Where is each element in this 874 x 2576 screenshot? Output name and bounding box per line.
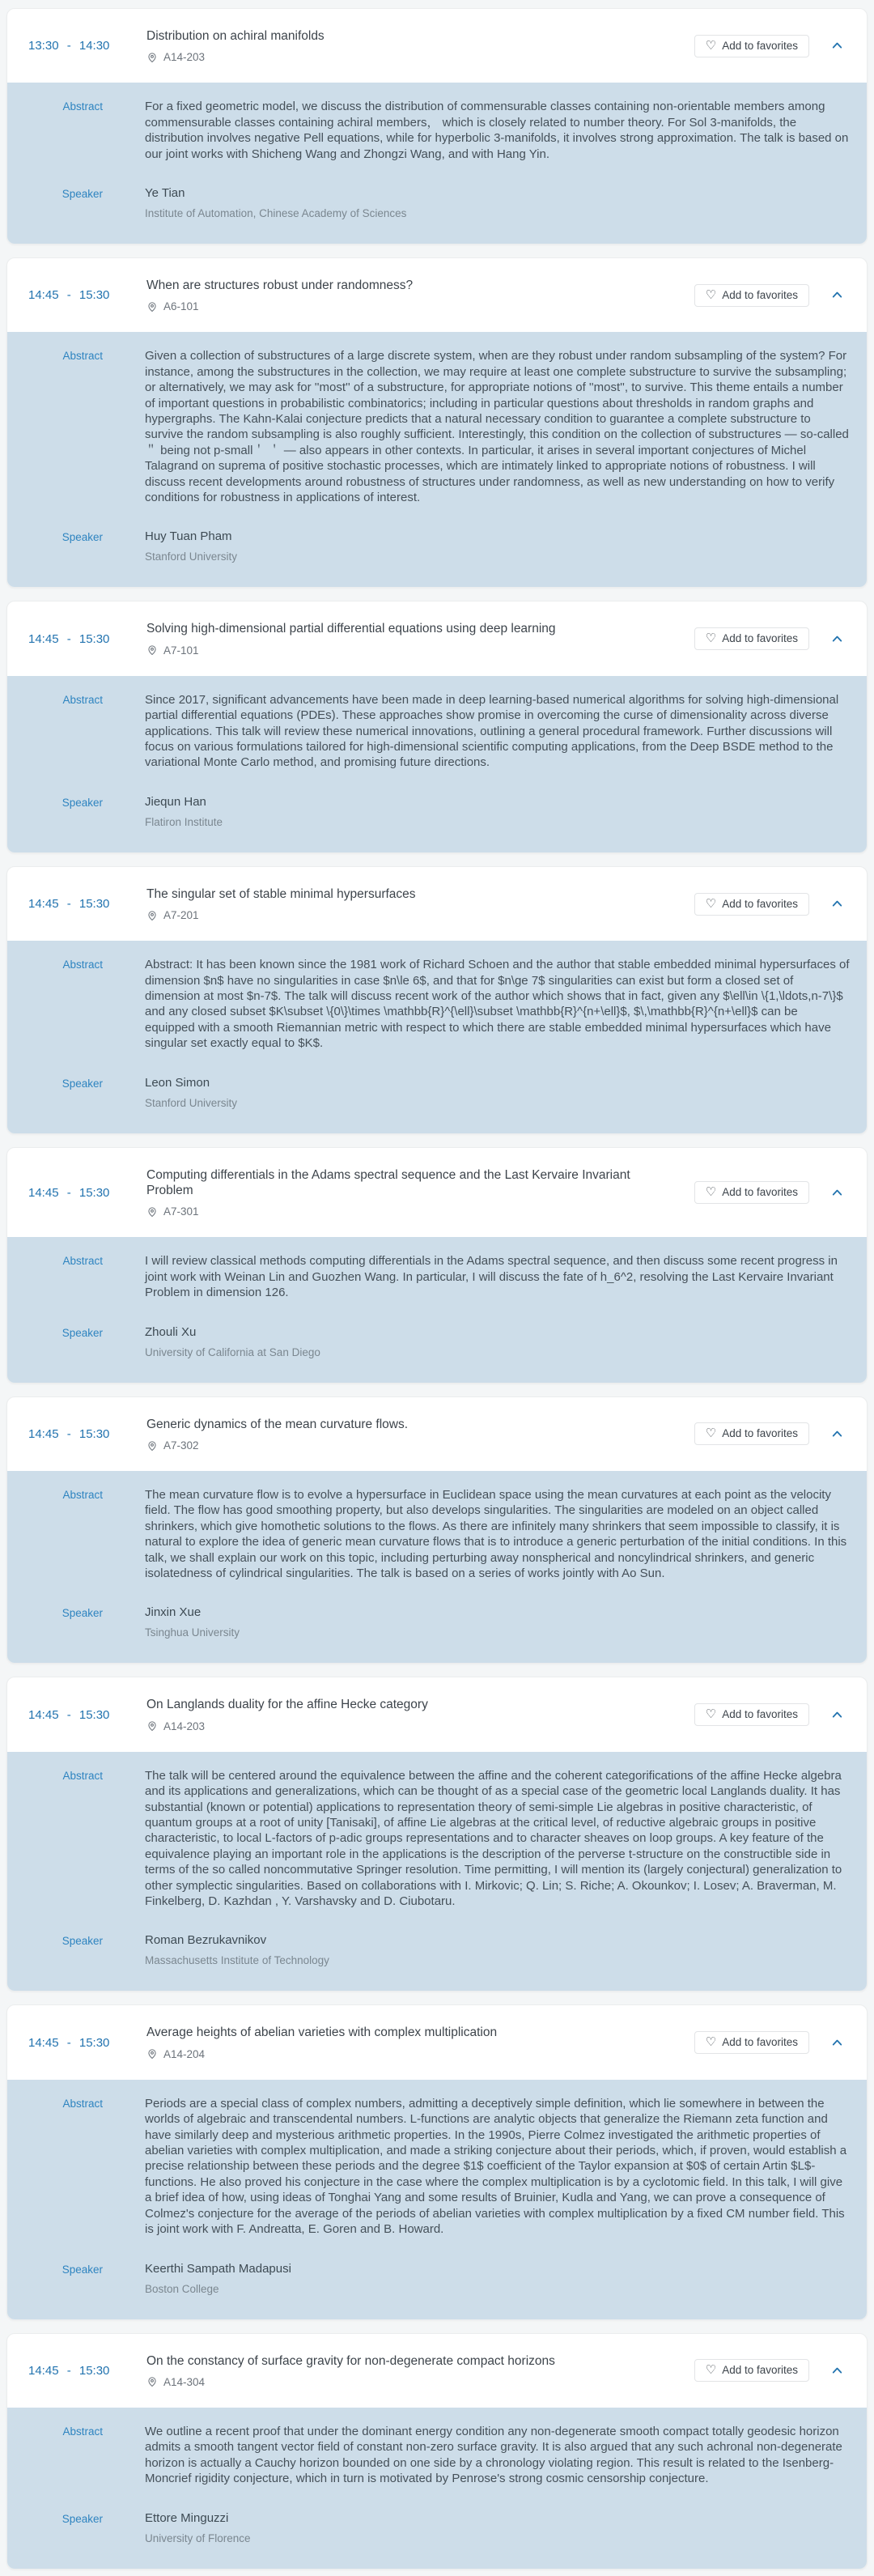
speaker-affiliation: Boston College — [145, 2282, 219, 2295]
session-time: 14:45 - 15:30 — [28, 631, 110, 646]
abstract-row — [7, 2424, 867, 2487]
abstract-row — [7, 348, 867, 505]
session-header — [7, 867, 867, 941]
add-to-favorites-label: Add to favorites — [722, 897, 798, 910]
session-time: 13:30 - 14:30 — [28, 39, 110, 53]
session-details — [7, 1471, 867, 1663]
collapse-button[interactable] — [830, 288, 844, 302]
speaker-info — [145, 1605, 851, 1639]
heart-icon: ♡ — [705, 1185, 717, 1200]
add-to-favorites-label: Add to favorites — [722, 2036, 798, 2049]
session-actions — [694, 284, 844, 307]
speaker-label: Speaker — [62, 1077, 103, 1090]
session-card — [6, 2004, 868, 2319]
heart-icon: ♡ — [705, 2035, 717, 2050]
session-header — [7, 2334, 867, 2408]
abstract-text: Periods are a special class of complex numbers, admitting a deceptively simple definition, which lie somewhere in between the worlds of algebraic and transcendental numbers. L-functions are analytic objects that generalize the Riemann zeta function and have similarly deep and mysterious arithmetic properties. In the 1990s, Pierre Colmez investigated the arithmetic properties of abelian varieties with complex multiplication, and made a striking conjecture about their periods, which, if proven, would establish a precise relationship between these periods and the degree $1$ coefficient of the Taylor expansion at $0$ of certain Artin $L$-functions. He also proved his conjecture in the case where the complex multiplication is by a cyclotomic field. In this talk, I will give a brief idea of how, using ideas of Tonghai Yang and some results of Bruinier, Kudla and Yang, we can prove a consequence of Colmez's conjecture for the average of the periods of abelian varieties with complex multiplication by a fixed CM number field. This is joint work with F. Andreatta, E. Goren and B. Howard. — [145, 2096, 847, 2237]
session-actions — [694, 2359, 844, 2382]
session-location — [146, 2048, 675, 2060]
session-header — [7, 601, 867, 675]
abstract-row — [7, 2096, 867, 2238]
session-time: 14:45 - 15:30 — [28, 2035, 110, 2050]
session-card — [6, 257, 868, 588]
abstract-text: The mean curvature flow is to evolve a hypersurface in Euclidean space using the mean curvatures at each point as the velocity field. The flow has good smoothing property, but also develops singularities. The singularities are modeled on an object called shrinkers, which give homothetic solutions to the flows. As there are infinitely many shrinkers that seem impossible to classify, it is natural to explore the idea of generic mean curvature flows that is to introduce a generic perturbation of the initial conditions. In this talk, we shall explain our work on this topic, including perturbing away nonspherical and noncylindrical shrinkers, and generic isolatedness of cylindrical singularities. The talk is based on a series of works jointly with Ao Sun. — [145, 1488, 847, 1581]
session-time: 14:45 - 15:30 — [28, 288, 110, 303]
session-card — [6, 866, 868, 1134]
collapse-button[interactable] — [830, 1186, 844, 1200]
collapse-button[interactable] — [830, 1427, 844, 1441]
session-details — [7, 1752, 867, 1992]
speaker-affiliation: Stanford University — [145, 550, 238, 563]
session-location — [146, 1720, 675, 1732]
speaker-row — [7, 1605, 867, 1639]
session-title-block — [146, 1417, 694, 1452]
abstract-text: I will review classical methods computing differentials in the Adams spectral sequence, and then discuss some recent progress in joint work with Weinan Lin and Guozhen Wang. In particular, I will discuss the fate of h_6^2, resolving the Last Kervaire Invariant Problem in dimension 126. — [145, 1254, 838, 1300]
session-title-block — [146, 1697, 694, 1732]
add-to-favorites-button[interactable] — [694, 1703, 809, 1726]
speaker-row — [7, 2262, 867, 2295]
location-pin-icon — [146, 2048, 158, 2060]
session-card — [6, 601, 868, 852]
location-pin-icon — [146, 1720, 158, 1732]
abstract-label: Abstract — [62, 959, 103, 971]
session-title: Computing differentials in the Adams spectral sequence and the Last Kervaire Invariant Problem — [146, 1167, 630, 1198]
abstract-label: Abstract — [62, 350, 103, 363]
session-room: A14-304 — [163, 2375, 206, 2388]
speaker-info — [145, 1076, 851, 1109]
session-time: 14:45 - 15:30 — [28, 1185, 110, 1200]
abstract-text: We outline a recent proof that under the dominant energy condition any non-degenerate smooth compact totally geodesic horizon admits a smooth tangent vector field of constant non-zero surface gravity. It is also argued that any such achronal non-degenerate horizon is actually a Cauchy horizon bounded on one side by a chronology violating region. This result is related to the Isenberg-Moncrief rigidity conjecture, which in turn is motivated by Penrose's strong cosmic censorship conjecture. — [145, 2424, 842, 2486]
session-header — [7, 2005, 867, 2079]
speaker-name: Zhouli Xu — [145, 1324, 197, 1339]
speaker-info — [145, 2511, 851, 2544]
speaker-row — [7, 2511, 867, 2544]
abstract-text: Since 2017, significant advancements have been made in deep learning-based numerical algorithms for solving high-dimensional partial differential equations (PDEs). These approaches show promise in overcoming the curse of dimensionality across diverse applications. This talk will review these numerical innovations, outlining a general procedural framework. Further discussions will focus on various formulations tailored for high-dimensional scientific computing applications, from the Deep BSDE method to the variational Monte Carlo method, and promising future directions. — [145, 692, 839, 770]
session-room: A14-203 — [163, 51, 206, 64]
speaker-info — [145, 1325, 851, 1358]
session-room: A7-302 — [163, 1439, 199, 1452]
location-pin-icon — [146, 644, 158, 656]
abstract-label: Abstract — [62, 1489, 103, 1501]
session-header — [7, 258, 867, 332]
location-pin-icon — [146, 52, 158, 63]
add-to-favorites-label: Add to favorites — [722, 632, 798, 645]
session-card — [6, 1677, 868, 1992]
abstract-row — [7, 957, 867, 1051]
speaker-affiliation: Massachusetts Institute of Technology — [145, 1954, 329, 1967]
session-title: On Langlands duality for the affine Hecke category — [146, 1698, 428, 1712]
session-title: When are structures robust under randomness? — [146, 278, 414, 292]
speaker-affiliation: Tsinghua University — [145, 1626, 240, 1639]
location-pin-icon — [146, 1440, 158, 1452]
speaker-name: Ettore Minguzzi — [145, 2510, 229, 2525]
add-to-favorites-label: Add to favorites — [722, 2364, 798, 2377]
speaker-affiliation: Flatiron Institute — [145, 815, 223, 828]
session-card — [6, 1147, 868, 1384]
session-title-block — [146, 886, 694, 921]
speaker-affiliation: Stanford University — [145, 1096, 238, 1109]
session-header — [7, 9, 867, 83]
session-title: On the constancy of surface gravity for non-degenerate compact horizons — [146, 2353, 555, 2368]
speaker-label: Speaker — [62, 796, 103, 809]
collapse-button[interactable] — [830, 1708, 844, 1722]
session-details — [7, 83, 867, 244]
collapse-button[interactable] — [830, 632, 844, 646]
speaker-name: Keerthi Sampath Madapusi — [145, 2261, 291, 2276]
location-pin-icon — [146, 2376, 158, 2387]
heart-icon: ♡ — [705, 287, 717, 302]
session-header — [7, 1148, 867, 1238]
speaker-label: Speaker — [62, 2512, 103, 2525]
session-details — [7, 332, 867, 587]
speaker-info — [145, 1933, 851, 1966]
session-card — [6, 1396, 868, 1664]
session-time: 14:45 - 15:30 — [28, 1426, 110, 1441]
speaker-label: Speaker — [62, 1326, 103, 1339]
chevron-up-icon — [830, 39, 844, 53]
chevron-up-icon — [830, 632, 844, 646]
session-title: Solving high-dimensional partial differential equations using deep learning — [146, 622, 556, 636]
add-to-favorites-label: Add to favorites — [722, 1427, 798, 1440]
heart-icon: ♡ — [705, 896, 717, 911]
session-title: The singular set of stable minimal hypersurfaces — [146, 886, 416, 901]
chevron-up-icon — [830, 288, 844, 302]
speaker-info — [145, 529, 851, 563]
session-card — [6, 2333, 868, 2570]
speaker-row — [7, 1325, 867, 1358]
speaker-name: Roman Bezrukavnikov — [145, 1933, 267, 1948]
abstract-text: Given a collection of substructures of a large discrete system, when are they robust under random subsampling of the system? For instance, among the substructures in the collection, we may require at least one complete substructure to survive the subsampling; or alternatively, we may ask for ''most'' of a substructure, for appropriate notions of ''most'', to survive. This theme entails a number of important questions in probabilistic combinatorics; including in particular questions about thresholds in random graphs and hypergraphs. The Kahn-Kalai conjecture predicts that a natural necessary condition to guarantee a complete substructure to survive the random subsampling is also roughly sufficient. Interestingly, this condition on the collection of substructures — so-called ＂ being not p-small＇ ＇ — also appears in other contexts. In particular, it arises in several important conjectures of Michel Talagrand on suprema of positive stochastic processes, which are intimately linked to appropriate notions of robustness. I will discuss recent developments around robustness of structures under randomness, as well as new understanding on how to verify conditions for robustness in applications of interest. — [145, 349, 849, 505]
session-title: Distribution on achiral manifolds — [146, 29, 325, 43]
session-actions — [694, 893, 844, 916]
session-time: 14:45 - 15:30 — [28, 1707, 110, 1722]
add-to-favorites-label: Add to favorites — [722, 1708, 798, 1721]
abstract-label: Abstract — [62, 1255, 103, 1268]
speaker-row — [7, 186, 867, 219]
collapse-button[interactable] — [830, 2036, 844, 2050]
speaker-label: Speaker — [62, 188, 103, 200]
session-room: A7-201 — [163, 909, 199, 922]
session-actions — [694, 1181, 844, 1204]
add-to-favorites-button[interactable] — [694, 35, 809, 57]
session-location — [146, 1439, 675, 1452]
session-header — [7, 1397, 867, 1471]
add-to-favorites-button[interactable] — [694, 2359, 809, 2382]
add-to-favorites-button[interactable] — [694, 1422, 809, 1445]
add-to-favorites-button[interactable] — [694, 284, 809, 307]
session-location — [146, 51, 675, 63]
chevron-up-icon — [830, 1708, 844, 1722]
speaker-label: Speaker — [62, 1935, 103, 1948]
add-to-favorites-button[interactable] — [694, 1181, 809, 1204]
session-card — [6, 8, 868, 244]
speaker-row — [7, 529, 867, 563]
session-location — [146, 644, 675, 657]
add-to-favorites-label: Add to favorites — [722, 288, 798, 301]
chevron-up-icon — [830, 1427, 844, 1441]
abstract-label: Abstract — [62, 100, 103, 113]
session-title-block — [146, 2353, 694, 2388]
abstract-label: Abstract — [62, 2097, 103, 2110]
session-details — [7, 1237, 867, 1382]
chevron-up-icon — [830, 2364, 844, 2378]
speaker-info — [145, 2262, 851, 2295]
session-header — [7, 1677, 867, 1751]
abstract-row — [7, 99, 867, 162]
abstract-label: Abstract — [62, 2425, 103, 2438]
speaker-info — [145, 186, 851, 219]
session-details — [7, 2080, 867, 2319]
abstract-text: The talk will be centered around the equivalence between the affine and the coherent categorifications of the affine Hecke algebra and its applications and generalizations, which can be thought of as a special case of the geometric local Langlands duality. It has substantial (known or potential) applications to representation theory of semi-simple Lie algebras in positive characteristic, of quantum groups at a root of unity [Tanisaki], of affine Lie algebras at the critical level, of reductive algebraic groups in positive characteristic, to local L-factors of p-adic groups representations and to character sheaves on loop groups. A key feature of the equivalence playing an important role in the applications is the description of the perverse t-structure on the constructible side in terms of the so called noncommutative Springer resolution. Time permitting, I will mention its (largely conjectural) generalization to other symplectic singularities. Based on collaborations with I. Mirkovic; Q. Lin; S. Riche; A. Okounkov; I. Losev; A. Braverman, M. Finkelberg, D. Kazhdan , Y. Varshavsky and D. Ciubotaru. — [145, 1768, 842, 1909]
heart-icon: ♡ — [705, 1707, 717, 1722]
speaker-name: Ye Tian — [145, 186, 185, 200]
abstract-row — [7, 692, 867, 771]
session-title-block — [146, 28, 694, 63]
abstract-label: Abstract — [62, 693, 103, 706]
abstract-row — [7, 1253, 867, 1300]
session-location — [146, 300, 675, 312]
speaker-label: Speaker — [62, 1607, 103, 1620]
speaker-affiliation: Institute of Automation, Chinese Academy of Sciences — [145, 207, 407, 219]
speaker-row — [7, 1933, 867, 1966]
session-room: A7-301 — [163, 1205, 199, 1218]
location-pin-icon — [146, 301, 158, 312]
heart-icon: ♡ — [705, 38, 717, 53]
abstract-text: Abstract: It has been known since the 1981 work of Richard Schoen and the author that stable embedded minimal hypersurfaces of dimension $n$ have no singularities in case $n\le 6$, and that for $n\ge 7$ singularities can exist but form a closed set of dimension at most $n-7$. The talk will discuss recent work of the author which shows that in fact, given any $\ell\in \{1,\ldots,n-7\}$ and any closed subset $K\subset \{0\}\times \mathbb{R}^{\ell}\subset \mathbb{R}^{n+\ell}$, $\,\mathbb{R}^{n+\ell}$ can be equipped with a smooth Riemannian metric with respect to which there are stable embedded minimal hypersurfaces which have singular set exactly equal to $K$. — [145, 958, 850, 1051]
session-actions — [694, 627, 844, 650]
chevron-up-icon — [830, 2036, 844, 2050]
location-pin-icon — [146, 1206, 158, 1218]
session-actions — [694, 35, 844, 57]
session-location — [146, 1205, 675, 1218]
heart-icon: ♡ — [705, 1426, 717, 1441]
abstract-row — [7, 1487, 867, 1581]
speaker-name: Huy Tuan Pham — [145, 529, 232, 544]
session-room: A7-101 — [163, 644, 199, 657]
chevron-up-icon — [830, 1186, 844, 1200]
add-to-favorites-button[interactable] — [694, 893, 809, 916]
collapse-button[interactable] — [830, 39, 844, 53]
speaker-name: Leon Simon — [145, 1075, 210, 1090]
heart-icon: ♡ — [705, 631, 717, 646]
location-pin-icon — [146, 910, 158, 921]
add-to-favorites-button[interactable] — [694, 627, 809, 650]
speaker-label: Speaker — [62, 2263, 103, 2276]
session-title-block — [146, 278, 694, 312]
session-title-block — [146, 2025, 694, 2060]
speaker-row — [7, 1076, 867, 1109]
session-title: Generic dynamics of the mean curvature flows. — [146, 1417, 409, 1431]
session-actions — [694, 1703, 844, 1726]
session-title-block — [146, 621, 694, 656]
session-actions — [694, 2031, 844, 2054]
abstract-label: Abstract — [62, 1769, 103, 1782]
speaker-name: Jiequn Han — [145, 794, 206, 809]
speaker-label: Speaker — [62, 531, 103, 544]
collapse-button[interactable] — [830, 897, 844, 911]
add-to-favorites-button[interactable] — [694, 2031, 809, 2054]
session-room: A14-204 — [163, 2047, 206, 2060]
speaker-row — [7, 795, 867, 828]
session-details — [7, 941, 867, 1133]
abstract-text: For a fixed geometric model, we discuss the distribution of commensurable classes containing non-orientable members among commensurable classes containing achiral members， which is closely related to number theory. For Sol 3-manifolds, the distribution involves negative Pell equations, while for hyperbolic 3-manifolds, it involves strong approximation. The talk is based on our joint works with Shicheng Wang and Zhongzi Wang, and with Hang Yin. — [145, 100, 849, 161]
session-location — [146, 909, 675, 921]
speaker-info — [145, 795, 851, 828]
speaker-name: Jinxin Xue — [145, 1605, 202, 1620]
session-title: Average heights of abelian varieties with complex multiplication — [146, 2026, 498, 2040]
add-to-favorites-label: Add to favorites — [722, 39, 798, 52]
chevron-up-icon — [830, 897, 844, 911]
speaker-affiliation: University of California at San Diego — [145, 1345, 320, 1358]
add-to-favorites-label: Add to favorites — [722, 1186, 798, 1199]
session-time: 14:45 - 15:30 — [28, 897, 110, 912]
speaker-affiliation: University of Florence — [145, 2531, 251, 2544]
session-details — [7, 676, 867, 852]
session-time: 14:45 - 15:30 — [28, 2363, 110, 2378]
collapse-button[interactable] — [830, 2364, 844, 2378]
session-room: A14-203 — [163, 1719, 206, 1732]
session-room: A6-101 — [163, 300, 199, 313]
session-title-block — [146, 1167, 694, 1218]
heart-icon: ♡ — [705, 2363, 717, 2378]
session-actions — [694, 1422, 844, 1445]
abstract-row — [7, 1768, 867, 1910]
session-location — [146, 2376, 675, 2388]
